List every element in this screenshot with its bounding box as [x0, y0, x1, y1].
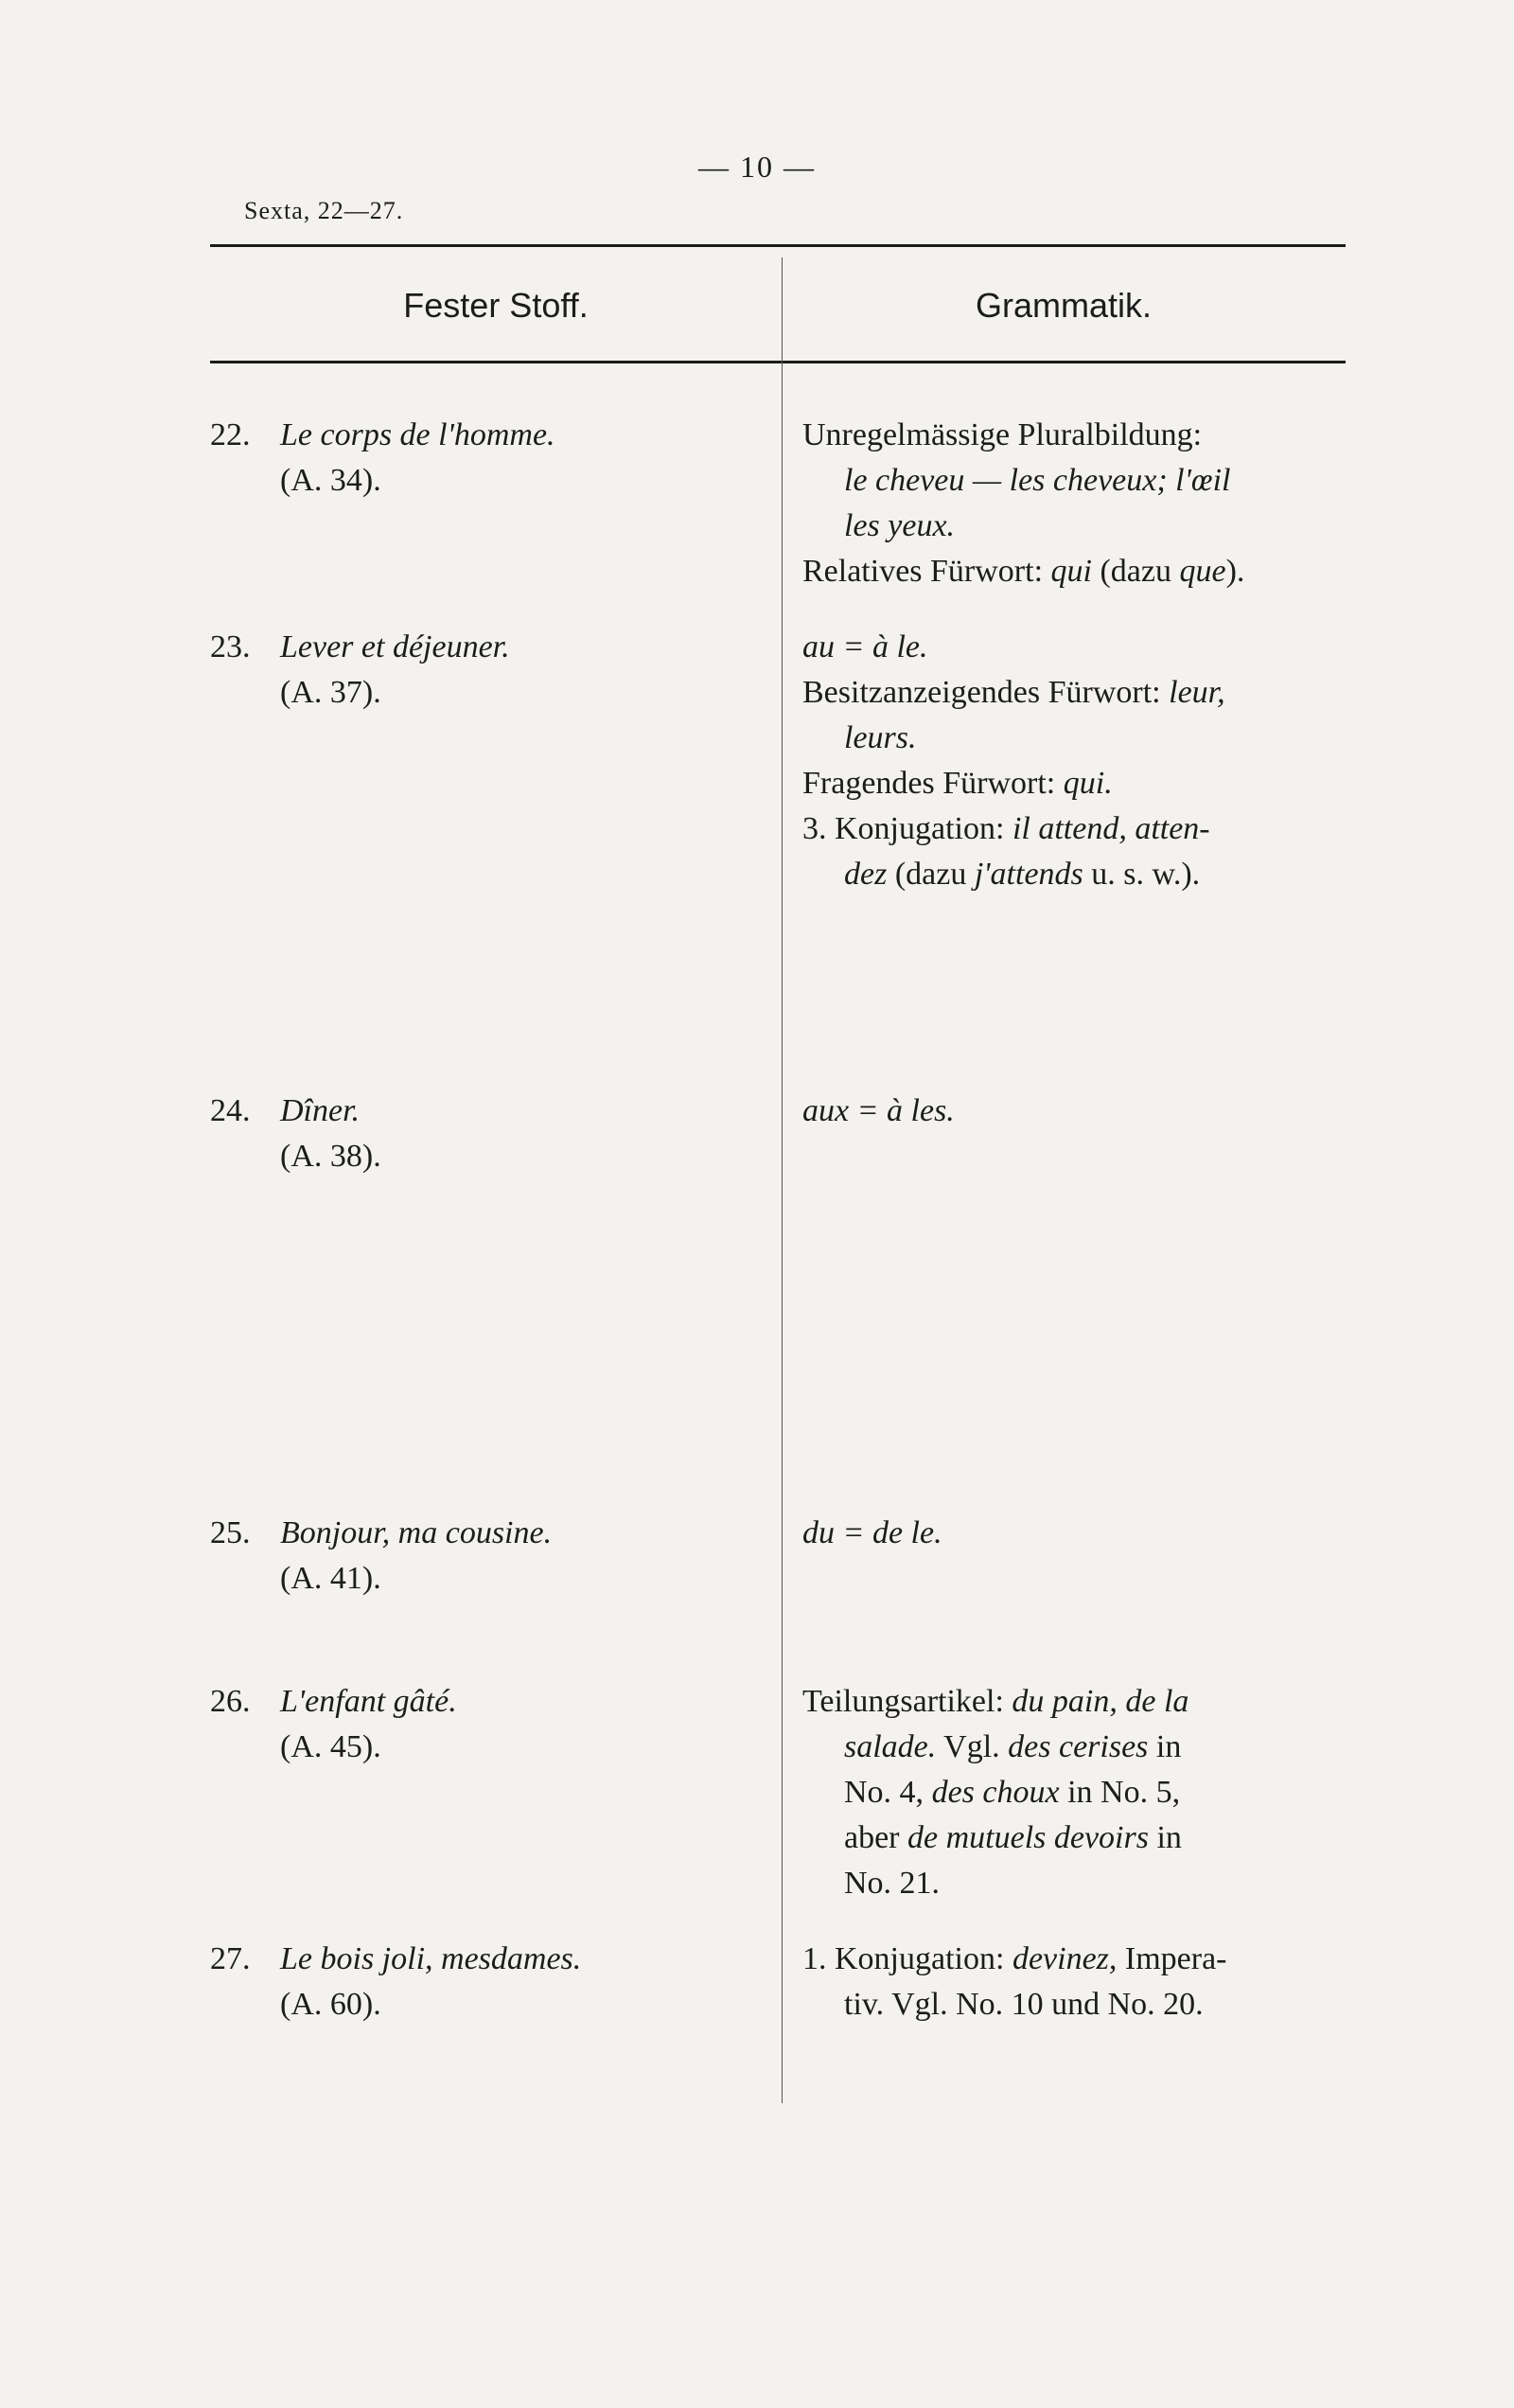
grammar-example: des cerises	[1008, 1729, 1149, 1764]
column-heading-grammatik: Grammatik.	[975, 286, 1152, 325]
grammar-line	[802, 504, 1346, 549]
entry-reference: (A. 41).	[280, 1561, 381, 1596]
page-number: — 10 —	[698, 150, 816, 184]
grammar-example: salade.	[844, 1729, 937, 1764]
grammar-example: leur,	[1169, 675, 1225, 710]
grammar-line: Unregelmässige Pluralbildung:	[802, 417, 1203, 452]
entry-reference: (A. 60).	[280, 1987, 381, 2022]
entry-27	[210, 1937, 778, 2027]
grammar-line	[802, 1089, 1346, 1134]
grammar-text: in No. 5,	[1059, 1775, 1181, 1810]
entry-23	[210, 625, 778, 716]
grammar-line	[802, 1679, 1346, 1725]
grammar-line	[802, 806, 1346, 852]
grammar-27	[802, 1937, 1346, 2027]
grammar-example: au = à le.	[802, 629, 928, 664]
grammar-line	[802, 670, 1346, 716]
column-heading-fester-stoff: Fester Stoff.	[403, 286, 589, 325]
grammar-line	[802, 1770, 1346, 1815]
grammar-example: il attend, atten-	[1012, 811, 1210, 846]
grammar-line	[802, 852, 1346, 897]
grammar-line	[802, 1937, 1346, 1982]
grammar-text: u. s. w.).	[1083, 857, 1201, 892]
grammar-text: in	[1148, 1729, 1182, 1764]
entry-title: Le corps de l'homme.	[280, 417, 555, 452]
grammar-example: le cheveu — les cheveux; l'œil	[844, 463, 1231, 498]
entry-number: 23.	[210, 629, 251, 664]
grammar-22	[802, 413, 1346, 594]
header-rule	[210, 361, 1346, 363]
entry-reference: (A. 37).	[280, 675, 381, 710]
grammar-24	[802, 1089, 1346, 1134]
entry-number: 26.	[210, 1684, 251, 1719]
grammar-text: Impera-	[1117, 1941, 1227, 1976]
grammar-text: Teilungsartikel:	[802, 1684, 1012, 1719]
grammar-line	[802, 1815, 1346, 1861]
entry-title: L'enfant gâté.	[280, 1684, 457, 1719]
grammar-example: du pain, de la	[1012, 1684, 1189, 1719]
grammar-line	[802, 458, 1346, 504]
grammar-text: 3. Konjugation:	[802, 811, 1012, 846]
entry-number: 22.	[210, 417, 251, 452]
grammar-example: qui.	[1063, 766, 1113, 801]
grammar-line: No. 21.	[844, 1866, 941, 1901]
grammar-line	[802, 625, 1346, 670]
grammar-example: aux = à les.	[802, 1093, 955, 1128]
grammar-line	[802, 716, 1346, 761]
grammar-example: des choux	[931, 1775, 1060, 1810]
entry-title: Bonjour, ma cousine.	[280, 1515, 553, 1550]
grammar-text: Relatives Fürwort:	[802, 554, 1051, 589]
grammar-line	[802, 1511, 1346, 1556]
top-rule	[210, 244, 1346, 247]
entry-reference: (A. 34).	[280, 463, 381, 498]
grammar-line: tiv. Vgl. No. 10 und No. 20.	[844, 1987, 1204, 2022]
grammar-text: Fragendes Fürwort:	[802, 766, 1064, 801]
entry-number: 24.	[210, 1093, 251, 1128]
entry-title: Lever et déjeuner.	[280, 629, 510, 664]
entry-title: Le bois joli, mesdames.	[280, 1941, 582, 1976]
entry-24	[210, 1089, 778, 1179]
grammar-26	[802, 1679, 1346, 1906]
column-divider	[782, 257, 783, 2103]
grammar-line	[802, 549, 1346, 594]
grammar-text: aber	[844, 1820, 908, 1855]
entry-number: 25.	[210, 1515, 251, 1550]
entry-26	[210, 1679, 778, 1770]
grammar-example: devinez,	[1012, 1941, 1118, 1976]
grammar-text: (dazu	[887, 857, 975, 892]
grammar-line	[802, 1725, 1346, 1770]
grammar-text: in	[1148, 1820, 1182, 1855]
grammar-text: Besitzanzeigendes Fürwort:	[802, 675, 1170, 710]
grammar-text: Vgl.	[936, 1729, 1009, 1764]
grammar-example: du = de le.	[802, 1515, 942, 1550]
entry-reference: (A. 38).	[280, 1139, 381, 1174]
entry-25	[210, 1511, 778, 1602]
grammar-example: de mutuels devoirs	[907, 1820, 1149, 1855]
running-head: Sexta, 22—27.	[244, 197, 404, 224]
grammar-example: qui	[1050, 554, 1092, 589]
entry-number: 27.	[210, 1941, 251, 1976]
grammar-text: No. 4,	[844, 1775, 932, 1810]
grammar-example: leurs.	[844, 720, 917, 755]
grammar-line	[802, 761, 1346, 806]
grammar-example: que	[1179, 554, 1226, 589]
grammar-example: j'attends	[974, 857, 1083, 892]
grammar-text: (dazu	[1091, 554, 1180, 589]
entry-reference: (A. 45).	[280, 1729, 381, 1764]
grammar-25	[802, 1511, 1346, 1556]
grammar-23	[802, 625, 1346, 897]
grammar-text: 1. Konjugation:	[802, 1941, 1012, 1976]
entry-22	[210, 413, 778, 504]
grammar-example: dez	[844, 857, 888, 892]
grammar-example: les yeux.	[844, 508, 956, 543]
grammar-text: ).	[1225, 554, 1245, 589]
entry-title: Dîner.	[280, 1093, 361, 1128]
